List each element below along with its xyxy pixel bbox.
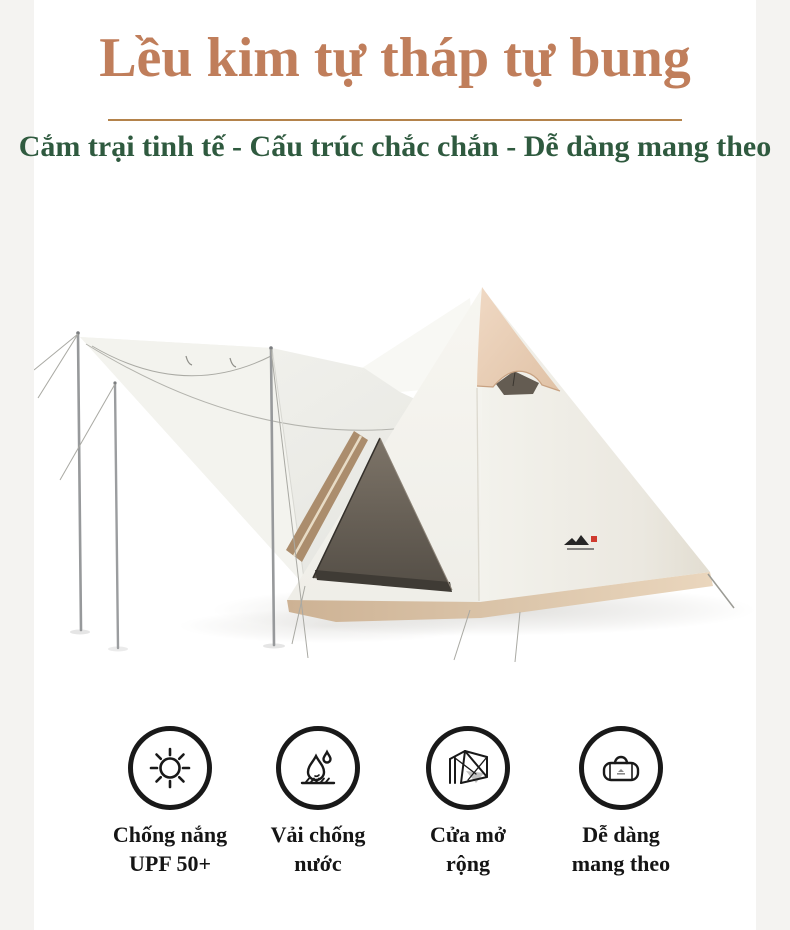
feature-circle bbox=[426, 726, 510, 810]
feature-circle bbox=[579, 726, 663, 810]
feature-label-line1: Cửa mở bbox=[429, 822, 507, 847]
feature-label-line2: rộng bbox=[446, 851, 490, 876]
tent-door-icon bbox=[444, 744, 492, 792]
feature-label-line1: Vải chống bbox=[270, 822, 366, 847]
page-subtitle: Cắm trại tinh tế - Cấu trúc chắc chắn - Dễ dàng mang theo bbox=[18, 130, 772, 163]
feature-label bbox=[238, 820, 398, 878]
tent-cap bbox=[477, 287, 560, 395]
feature-easy-carry bbox=[541, 726, 701, 878]
page-title: Lều kim tự tháp tự bung bbox=[99, 27, 691, 89]
feature-label-line2: mang theo bbox=[571, 851, 671, 876]
feature-wide-door bbox=[388, 726, 548, 878]
feature-label-line1: Chống nắng bbox=[112, 822, 228, 847]
feature-waterproof bbox=[238, 726, 398, 878]
feature-label bbox=[388, 820, 548, 878]
feature-label-line2: UPF 50+ bbox=[129, 851, 211, 876]
sun-icon bbox=[146, 744, 194, 792]
water-drop-icon bbox=[294, 744, 342, 792]
feature-sun-protection bbox=[90, 726, 250, 878]
tent-illustration bbox=[34, 268, 756, 663]
carry-bag-icon bbox=[597, 744, 645, 792]
tent-product-photo bbox=[34, 268, 756, 663]
feature-label-line2: nước bbox=[294, 851, 342, 876]
title-divider bbox=[108, 119, 682, 121]
feature-label-line1: Dễ dàng bbox=[582, 822, 660, 847]
feature-label bbox=[541, 820, 701, 878]
feature-circle bbox=[128, 726, 212, 810]
feature-label bbox=[90, 820, 250, 878]
feature-circle bbox=[276, 726, 360, 810]
